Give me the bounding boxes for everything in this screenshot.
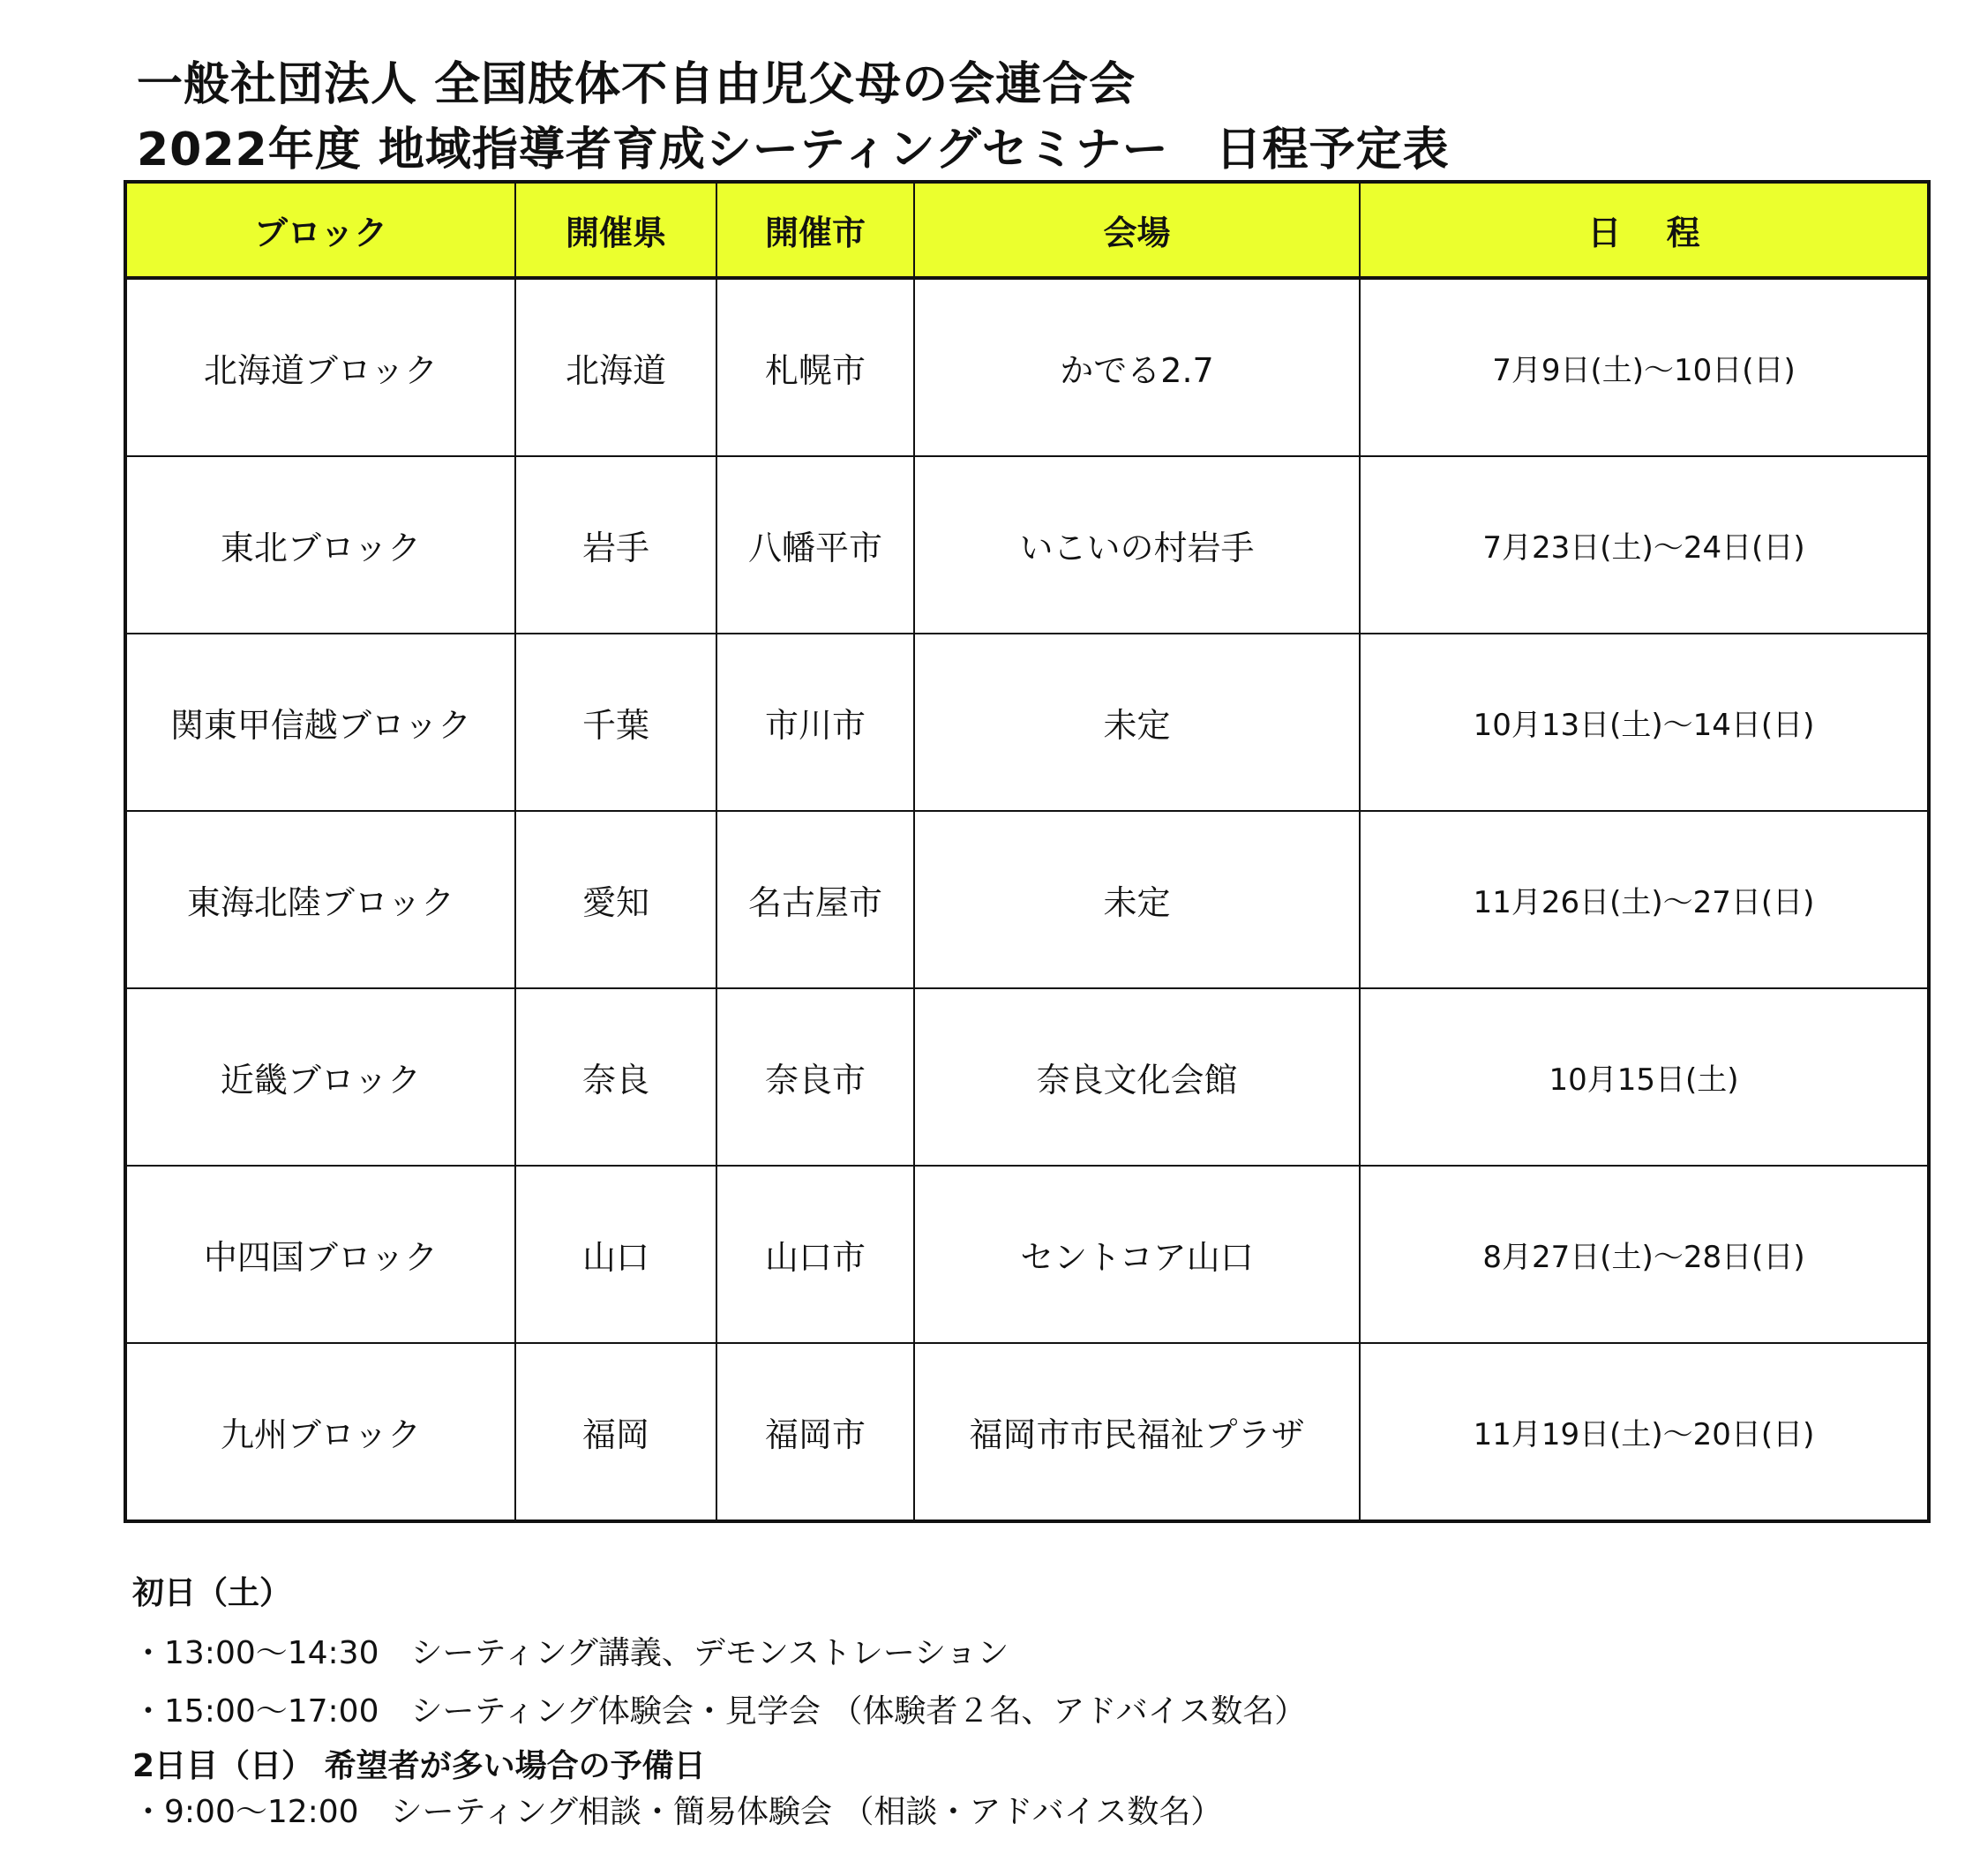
schedule-cell: 8月27日(土)～28日(日) xyxy=(1360,1166,1929,1343)
column-header-prefecture: 開催県 xyxy=(515,182,716,278)
city-cell: 山口市 xyxy=(716,1166,914,1343)
block-cell: 東海北陸ブロック xyxy=(125,811,515,988)
schedule-cell: 11月19日(土)～20日(日) xyxy=(1360,1343,1929,1521)
block-cell: 関東甲信越ブロック xyxy=(125,634,515,811)
schedule-cell: 10月13日(土)～14日(日) xyxy=(1360,634,1929,811)
block-cell: 東北ブロック xyxy=(125,456,515,634)
venue-cell: 福岡市市民福祉プラザ xyxy=(914,1343,1360,1521)
table-row xyxy=(125,1166,1929,1343)
schedule-cell: 10月15日(土) xyxy=(1360,988,1929,1166)
table-row xyxy=(125,634,1929,811)
schedule-cell: 7月9日(土)～10日(日) xyxy=(1360,278,1929,456)
day2-heading: 2日目（日） 希望者が多い場合の予備日 xyxy=(132,1748,706,1784)
document-subtitle: 2022年度 地域指導者育成シーティングセミナー 日程予定表 xyxy=(137,124,1450,176)
prefecture-cell: 奈良 xyxy=(515,988,716,1166)
venue-cell: セントコア山口 xyxy=(914,1166,1360,1343)
prefecture-cell: 愛知 xyxy=(515,811,716,988)
prefecture-cell: 福岡 xyxy=(515,1343,716,1521)
city-cell: 名古屋市 xyxy=(716,811,914,988)
prefecture-cell: 岩手 xyxy=(515,456,716,634)
schedule-table xyxy=(124,180,1931,1523)
block-cell: 北海道ブロック xyxy=(125,278,515,456)
schedule-cell: 11月26日(土)～27日(日) xyxy=(1360,811,1929,988)
day1-heading: 初日（土） xyxy=(132,1575,292,1611)
block-cell: 九州ブロック xyxy=(125,1343,515,1521)
venue-cell: 奈良文化会館 xyxy=(914,988,1360,1166)
column-header-city: 開催市 xyxy=(716,182,914,278)
column-header-venue: 会場 xyxy=(914,182,1360,278)
schedule-cell: 7月23日(土)～24日(日) xyxy=(1360,456,1929,634)
prefecture-cell: 北海道 xyxy=(515,278,716,456)
prefecture-cell: 千葉 xyxy=(515,634,716,811)
venue-cell: 未定 xyxy=(914,811,1360,988)
prefecture-cell: 山口 xyxy=(515,1166,716,1343)
table-row xyxy=(125,456,1929,634)
city-cell: 福岡市 xyxy=(716,1343,914,1521)
table-row xyxy=(125,278,1929,456)
city-cell: 札幌市 xyxy=(716,278,914,456)
venue-cell: いこいの村岩手 xyxy=(914,456,1360,634)
city-cell: 奈良市 xyxy=(716,988,914,1166)
column-header-block: ブロック xyxy=(125,182,515,278)
block-cell: 中四国ブロック xyxy=(125,1166,515,1343)
day1-item: ・13:00～14:30 シーティング講義、デモンストレーション xyxy=(132,1635,1009,1671)
table-row xyxy=(125,1343,1929,1521)
document-title: 一般社団法人 全国肢体不自由児父母の会連合会 xyxy=(137,58,1136,111)
block-cell: 近畿ブロック xyxy=(125,988,515,1166)
day2-item: ・9:00～12:00 シーティング相談・簡易体験会 （相談・アドバイス数名） xyxy=(132,1794,1223,1830)
venue-cell: かでる2.7 xyxy=(914,278,1360,456)
city-cell: 市川市 xyxy=(716,634,914,811)
table-header-row xyxy=(125,182,1929,278)
table-row xyxy=(125,988,1929,1166)
day1-item: ・15:00～17:00 シーティング体験会・見学会 （体験者２名、アドバイス数名） xyxy=(132,1693,1307,1730)
table-row xyxy=(125,811,1929,988)
column-header-schedule: 日 程 xyxy=(1360,182,1929,278)
venue-cell: 未定 xyxy=(914,634,1360,811)
city-cell: 八幡平市 xyxy=(716,456,914,634)
